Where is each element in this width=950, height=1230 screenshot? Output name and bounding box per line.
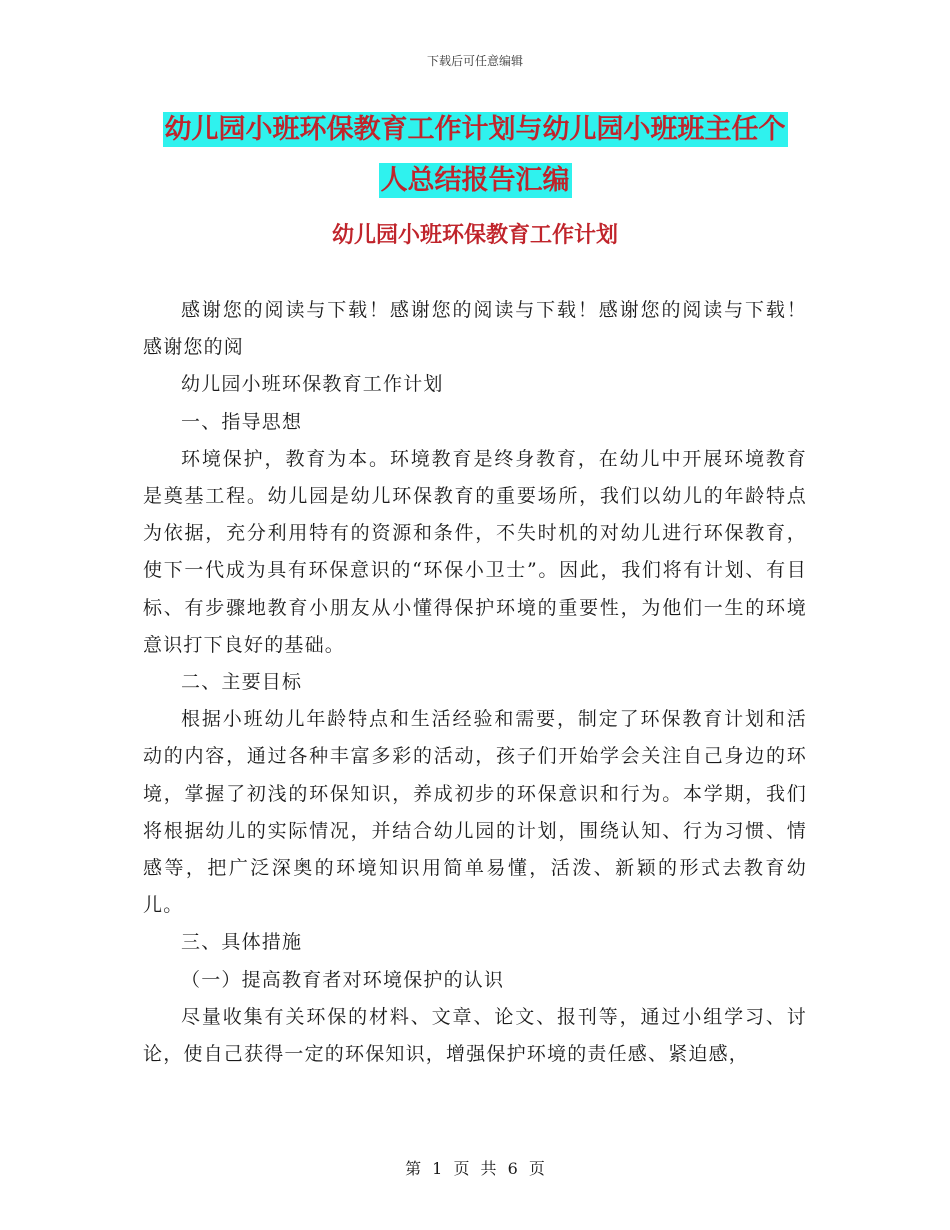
body-text: [143, 292, 807, 1073]
paragraph: 尽量收集有关环保的材料、文章、论文、报刊等，通过小组学习、讨论，使自己获得一定的环保知识，增强保护环境的责任感、紧迫感，: [143, 1005, 807, 1066]
title-line-1: 幼儿园小班环保教育工作计划与幼儿园小班班主任个: [164, 114, 786, 145]
paragraph: 感谢您的阅读与下载！感谢您的阅读与下载！感谢您的阅读与下载！感谢您的阅: [143, 299, 807, 359]
paragraph: 根据小班幼儿年龄特点和生活经验和需要，制定了环保教育计划和活动的内容，通过各种丰富多彩的活动，孩子们开始学会关注自己身边的环境，掌握了初浅的环保知识，养成初步的环保意识和行为。本学期，我们将根据幼儿的实际情况，并结合幼儿园的计划，围绕认知、行为习惯、情感等，把广泛深奥的环境知识用简单易懂，活泼、新颖的形式去教育幼儿。: [143, 708, 807, 917]
paragraph: 环境保护，教育为本。环境教育是终身教育，在幼儿中开展环境教育是奠基工程。幼儿园是幼儿环保教育的重要场所，我们以幼儿的年龄特点为依据，充分利用特有的资源和条件，不失时机的对幼儿进行环保教育，使下一代成为具有环保意识的“环保小卫士”。因此，我们将有计划、有目标、有步骤地教育小朋友从小懂得保护环境的重要性，为他们一生的环境意识打下良好的基础。: [143, 447, 807, 656]
header-note: 下载后可任意编辑: [426, 54, 523, 68]
paragraph: 二、主要目标: [181, 671, 303, 694]
paragraph: 一、指导思想: [181, 410, 303, 433]
paragraph: 幼儿园小班环保教育工作计划: [181, 373, 444, 396]
paragraph: （一）提高教育者对环境保护的认识: [181, 968, 505, 991]
section-title: 幼儿园小班环保教育工作计划: [331, 223, 618, 248]
title-line-2: 人总结报告汇编: [380, 165, 570, 196]
paragraph: 三、具体措施: [181, 931, 303, 954]
document-title: [140, 104, 810, 206]
page-number: 第 1 页 共 6 页: [405, 1159, 545, 1178]
